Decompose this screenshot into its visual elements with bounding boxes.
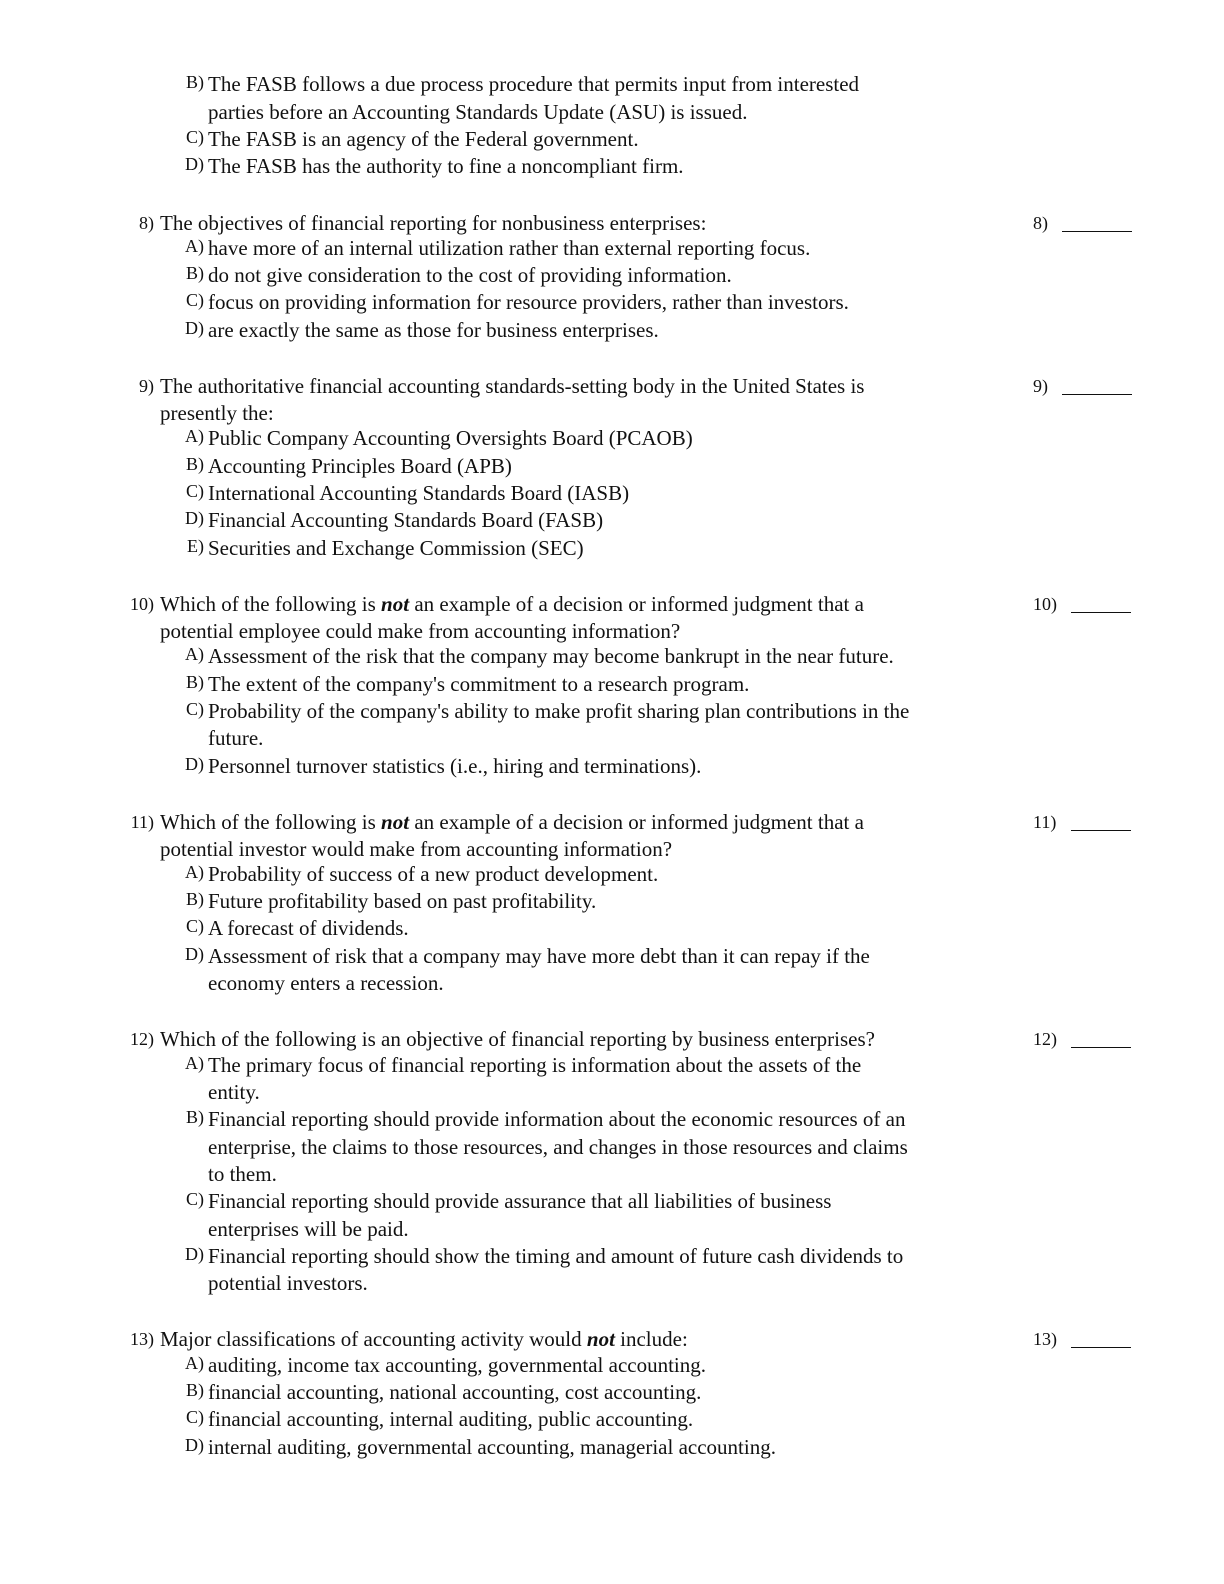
question-stem xyxy=(160,590,864,618)
option-letter: C) xyxy=(186,127,204,147)
option-text: Accounting Principles Board (APB) xyxy=(208,454,512,478)
option-text: future. xyxy=(208,726,264,750)
question-stem: Which of the following is an objective of financial reporting by business enterprises? xyxy=(160,1027,875,1051)
answer-label: 13) xyxy=(1033,1329,1057,1349)
stem-text: include: xyxy=(614,1327,688,1351)
option-text: to them. xyxy=(208,1162,277,1186)
answer-blank[interactable] xyxy=(1062,374,1132,395)
option-text: focus on providing information for resource providers, rather than investors. xyxy=(208,290,849,314)
answer-blank[interactable] xyxy=(1071,1327,1131,1348)
option-text: The primary focus of financial reporting is information about the assets of the xyxy=(208,1053,862,1077)
option-letter: C) xyxy=(186,1407,204,1427)
answer-label: 11) xyxy=(1033,812,1057,832)
question-stem: The authoritative financial accounting standards-setting body in the United States is xyxy=(160,374,865,398)
answer-blank[interactable] xyxy=(1071,810,1131,831)
option-text: The FASB has the authority to fine a noncompliant firm. xyxy=(208,154,684,178)
option-text: Assessment of risk that a company may have more debt than it can repay if the xyxy=(208,944,870,968)
option-letter: A) xyxy=(185,426,204,446)
question-number: 10) xyxy=(130,594,154,614)
option-letter: B) xyxy=(186,263,204,283)
option-letter: A) xyxy=(185,236,204,256)
option-letter: A) xyxy=(185,1053,204,1073)
option-letter: B) xyxy=(186,72,204,92)
question-number: 8) xyxy=(139,213,154,233)
option-text: financial accounting, national accounting, cost accounting. xyxy=(208,1380,702,1404)
option-text: Securities and Exchange Commission (SEC) xyxy=(208,536,584,560)
option-letter: D) xyxy=(185,154,204,174)
option-letter: A) xyxy=(185,862,204,882)
stem-emphasis: not xyxy=(586,1327,615,1351)
option-letter: D) xyxy=(185,754,204,774)
answer-label: 10) xyxy=(1033,594,1057,614)
option-text: enterprises will be paid. xyxy=(208,1217,409,1241)
option-text: entity. xyxy=(208,1080,260,1104)
option-text: The FASB is an agency of the Federal government. xyxy=(208,127,639,151)
option-letter: B) xyxy=(186,1107,204,1127)
option-letter: D) xyxy=(185,318,204,338)
option-text: Assessment of the risk that the company may become bankrupt in the near future. xyxy=(208,644,894,668)
option-text: Financial reporting should show the timing and amount of future cash dividends to xyxy=(208,1244,904,1268)
option-text: The FASB follows a due process procedure that permits input from interested xyxy=(208,72,860,96)
option-letter: B) xyxy=(186,1380,204,1400)
answer-label: 9) xyxy=(1033,376,1048,396)
option-text: Personnel turnover statistics (i.e., hiring and terminations). xyxy=(208,754,702,778)
question-stem: potential employee could make from accounting information? xyxy=(160,619,681,643)
option-text: auditing, income tax accounting, governmental accounting. xyxy=(208,1353,707,1377)
question-number: 9) xyxy=(139,376,154,396)
question-number: 11) xyxy=(130,812,154,832)
answer-blank[interactable] xyxy=(1071,1027,1131,1048)
option-text: Financial reporting should provide assurance that all liabilities of business xyxy=(208,1189,832,1213)
option-text: financial accounting, internal auditing, public accounting. xyxy=(208,1407,694,1431)
question-stem: potential investor would make from accounting information? xyxy=(160,837,673,861)
option-letter: C) xyxy=(186,290,204,310)
option-text: Public Company Accounting Oversights Board (PCAOB) xyxy=(208,426,693,450)
stem-text: an example of a decision or informed judgment that a xyxy=(409,810,864,834)
option-text: parties before an Accounting Standards Update (ASU) is issued. xyxy=(208,100,748,124)
option-letter: D) xyxy=(185,508,204,528)
question-number: 12) xyxy=(130,1029,154,1049)
question-stem xyxy=(160,808,864,836)
stem-text: Major classifications of accounting activity would xyxy=(160,1327,587,1351)
option-letter: C) xyxy=(186,699,204,719)
option-text: Probability of the company's ability to make profit sharing plan contributions in the xyxy=(208,699,910,723)
question-stem: The objectives of financial reporting for nonbusiness enterprises: xyxy=(160,211,707,235)
option-letter: C) xyxy=(186,481,204,501)
question-number: 13) xyxy=(130,1329,154,1349)
option-text: Future profitability based on past profitability. xyxy=(208,889,597,913)
question-stem: presently the: xyxy=(160,401,274,425)
option-text: internal auditing, governmental accounting, managerial accounting. xyxy=(208,1435,776,1459)
option-letter: C) xyxy=(186,1189,204,1209)
answer-blank[interactable] xyxy=(1071,592,1131,613)
stem-text: Which of the following is xyxy=(160,592,382,616)
option-letter: A) xyxy=(185,1353,204,1373)
option-text: Financial Accounting Standards Board (FASB) xyxy=(208,508,604,532)
option-letter: B) xyxy=(186,889,204,909)
option-text: A forecast of dividends. xyxy=(208,916,409,940)
option-letter: E) xyxy=(187,536,204,556)
option-letter: D) xyxy=(185,944,204,964)
option-text: Financial reporting should provide information about the economic resources of an xyxy=(208,1107,906,1131)
stem-text: an example of a decision or informed judgment that a xyxy=(409,592,864,616)
stem-text: Which of the following is xyxy=(160,810,382,834)
stem-emphasis: not xyxy=(381,592,410,616)
stem-emphasis: not xyxy=(381,810,410,834)
option-text: are exactly the same as those for business enterprises. xyxy=(208,318,659,342)
option-letter: B) xyxy=(186,672,204,692)
option-text: The extent of the company's commitment to a research program. xyxy=(208,672,750,696)
question-stem xyxy=(160,1325,688,1353)
option-text: do not give consideration to the cost of providing information. xyxy=(208,263,732,287)
option-letter: D) xyxy=(185,1435,204,1455)
option-text: enterprise, the claims to those resources, and changes in those resources and claims xyxy=(208,1135,908,1159)
answer-label: 8) xyxy=(1033,213,1048,233)
option-letter: A) xyxy=(185,644,204,664)
answer-blank[interactable] xyxy=(1062,211,1132,232)
option-text: have more of an internal utilization rather than external reporting focus. xyxy=(208,236,811,260)
option-letter: C) xyxy=(186,916,204,936)
option-text: potential investors. xyxy=(208,1271,368,1295)
option-text: economy enters a recession. xyxy=(208,971,444,995)
answer-label: 12) xyxy=(1033,1029,1057,1049)
option-letter: D) xyxy=(185,1244,204,1264)
option-text: International Accounting Standards Board (IASB) xyxy=(208,481,630,505)
option-letter: B) xyxy=(186,454,204,474)
option-text: Probability of success of a new product development. xyxy=(208,862,659,886)
